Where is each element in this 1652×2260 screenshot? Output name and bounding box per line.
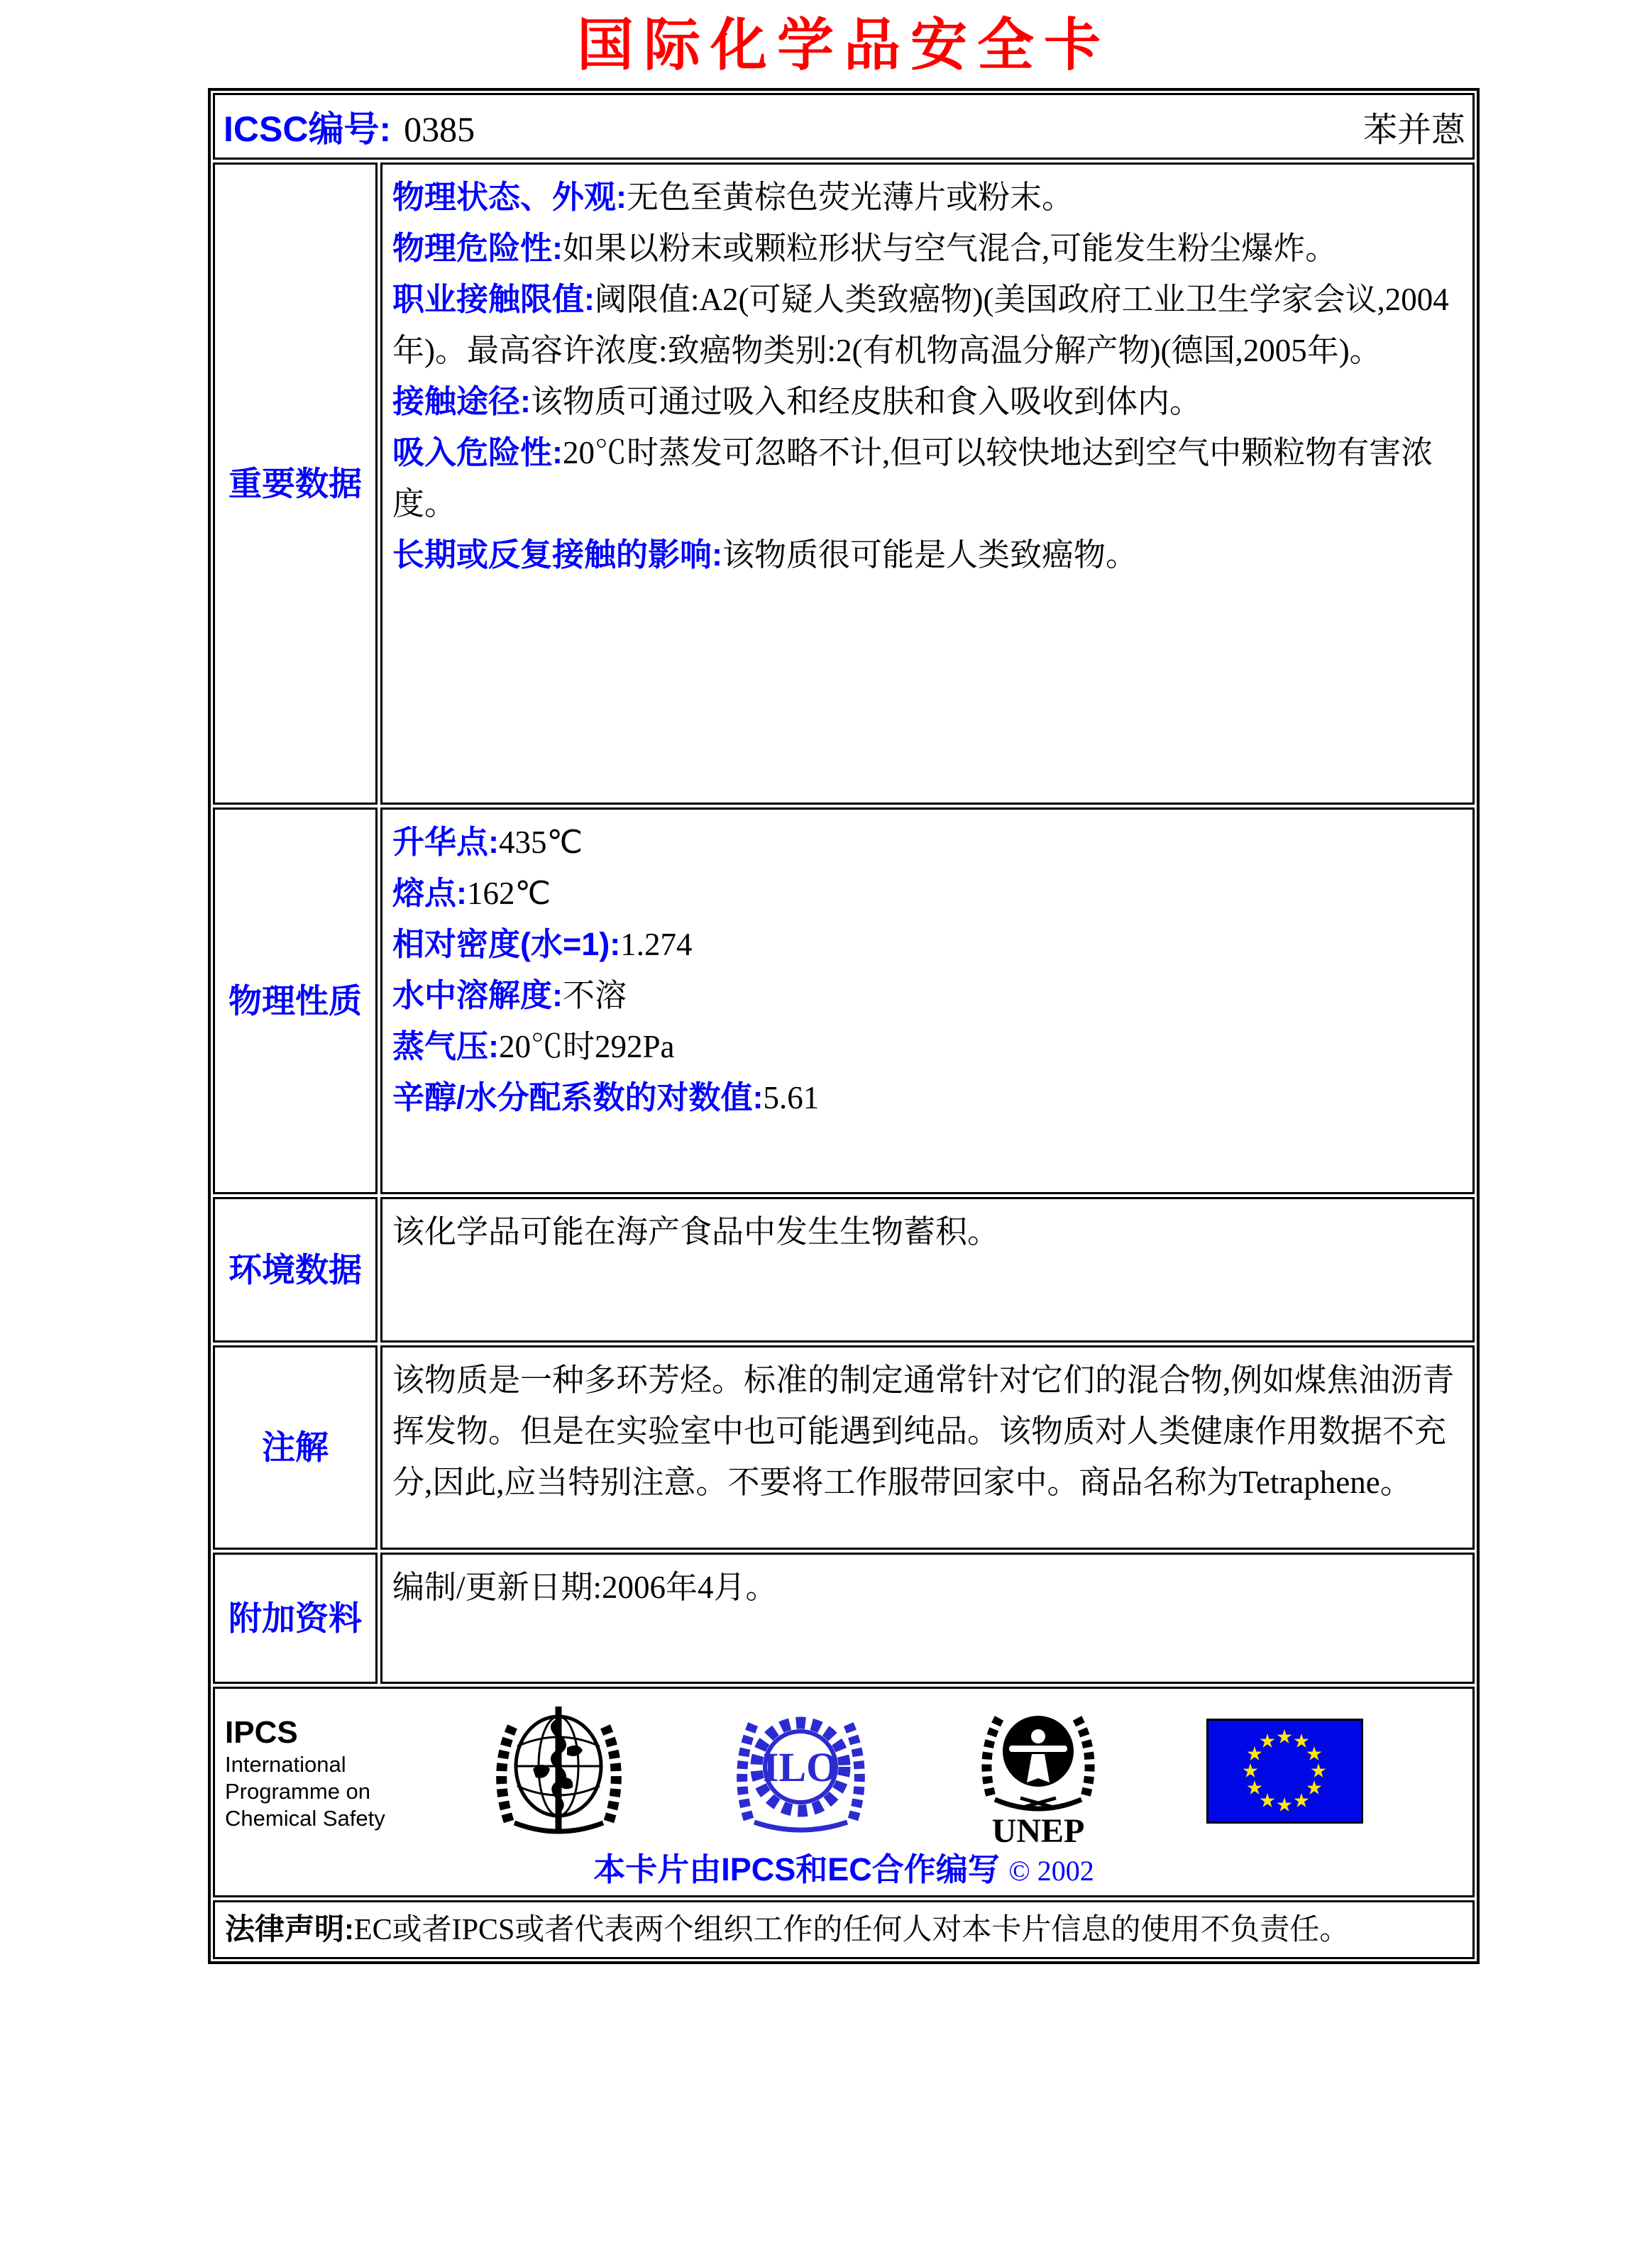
field-value: 1.274 — [620, 927, 693, 962]
legal-label: 法律声明: — [225, 1912, 354, 1946]
additional-info-content: 编制/更新日期:2006年4月。 — [380, 1553, 1475, 1684]
section-label-additional-info: 附加资料 — [213, 1553, 378, 1684]
legal-text: EC或者IPCS或者代表两个组织工作的任何人对本卡片信息的使用不负责任。 — [354, 1914, 1350, 1946]
logos-cell — [213, 1687, 1475, 1897]
icsc-number-label: ICSC编号: — [224, 109, 392, 149]
field-value: 20℃时292Pa — [499, 1029, 675, 1064]
important-data-row — [213, 162, 1475, 805]
field-value: 162℃ — [467, 876, 551, 911]
notes-row — [213, 1345, 1475, 1550]
field-label: 辛醇/水分配系数的对数值: — [392, 1079, 764, 1115]
ipcs-title: IPCS — [225, 1714, 298, 1750]
environmental-data-content: 该化学品可能在海产食品中发生生物蓄积。 — [380, 1197, 1475, 1343]
field-label: 升华点: — [392, 824, 499, 860]
field-item — [392, 1021, 1461, 1072]
field-value: 5.61 — [763, 1080, 820, 1115]
legal-row — [213, 1900, 1475, 1959]
field-value: 20℃时蒸发可忽略不计,但可以较快地达到空气中颗粒物有害浓度。 — [392, 435, 1433, 522]
field-item — [392, 427, 1461, 529]
ilo-logo-icon — [732, 1700, 870, 1846]
field-value: 无色至黄棕色荧光薄片或粉末。 — [627, 180, 1074, 215]
field-label: 长期或反复接触的影响: — [392, 536, 722, 573]
icsc-number-group — [224, 101, 475, 152]
legal-cell — [213, 1900, 1475, 1959]
field-value: 435℃ — [499, 825, 583, 860]
field-item — [392, 529, 1461, 580]
field-value: 不溶 — [563, 978, 627, 1013]
page-title: 国际化学品安全卡 — [577, 13, 1111, 77]
field-label: 吸入危险性: — [392, 434, 563, 470]
who-logo-icon — [493, 1701, 624, 1845]
field-label: 相对密度(水=1): — [392, 926, 621, 962]
notes-content: 该物质是一种多环芳烃。标准的制定通常针对它们的混合物,例如煤焦油沥青挥发物。但是在实验室中也可能遇到纯品。该物质对人类健康作用数据不充分,因此,应当特别注意。不要将工作服带回家中。商品名称为Tetraphene。 — [380, 1345, 1475, 1550]
field-label: 熔点: — [392, 875, 467, 911]
field-value: 如果以粉末或颗粒形状与空气混合,可能发生粉尘爆炸。 — [563, 231, 1338, 266]
field-label: 接触途径: — [392, 383, 531, 419]
credit-line — [225, 1850, 1463, 1891]
section-label-physical-properties: 物理性质 — [213, 807, 378, 1194]
ipcs-text-block — [225, 1714, 385, 1832]
field-item — [392, 274, 1461, 376]
icsc-number-value: 0385 — [404, 109, 475, 149]
chemical-name: 苯并蒽 — [1362, 111, 1465, 149]
field-item — [392, 868, 1461, 919]
logos-strip — [225, 1696, 1463, 1850]
field-item — [392, 223, 1461, 274]
field-label: 蒸气压: — [392, 1028, 499, 1064]
field-item — [392, 376, 1461, 427]
credit-text: 本卡片由IPCS和EC合作编写 — [593, 1851, 1000, 1887]
field-item — [392, 817, 1461, 868]
field-label: 物理状态、外观: — [392, 179, 627, 215]
svg-text:ILO: ILO — [763, 1744, 839, 1790]
copyright-text: © 2002 — [1008, 1855, 1094, 1887]
field-label: 职业接触限值: — [392, 281, 595, 317]
ipcs-line: International — [225, 1751, 346, 1777]
header-cell — [213, 93, 1475, 160]
field-item — [392, 919, 1461, 970]
field-item — [392, 970, 1461, 1021]
important-data-content — [380, 162, 1475, 805]
field-item — [392, 1072, 1461, 1123]
unep-logo-icon — [978, 1696, 1098, 1850]
field-value: 该物质可通过吸入和经皮肤和食入吸收到体内。 — [531, 384, 1202, 419]
header-row — [213, 93, 1475, 160]
section-label-important-data: 重要数据 — [213, 162, 378, 805]
ipcs-line: Chemical Safety — [225, 1805, 385, 1831]
field-value: 阈限值:A2(可疑人类致癌物)(美国政府工业卫生学家会议,2004年)。最高容许浓度:致癌物类别:2(有机物高温分解产物)(德国,2005年)。 — [392, 282, 1449, 368]
field-item — [392, 172, 1461, 223]
ipcs-line: Programme on — [225, 1778, 371, 1804]
field-label: 物理危险性: — [392, 230, 563, 266]
field-label: 水中溶解度: — [392, 977, 563, 1013]
section-label-environmental-data: 环境数据 — [213, 1197, 378, 1343]
logos-row — [213, 1687, 1475, 1897]
svg-text:UNEP: UNEP — [991, 1812, 1085, 1846]
environmental-data-row — [213, 1197, 1475, 1343]
field-value: 该物质很可能是人类致癌物。 — [722, 537, 1138, 573]
icsc-card — [208, 88, 1480, 1964]
physical-properties-row — [213, 807, 1475, 1194]
section-label-notes: 注解 — [213, 1345, 378, 1550]
physical-properties-content — [380, 807, 1475, 1194]
eu-flag-icon — [1206, 1719, 1363, 1827]
additional-info-row — [213, 1553, 1475, 1684]
